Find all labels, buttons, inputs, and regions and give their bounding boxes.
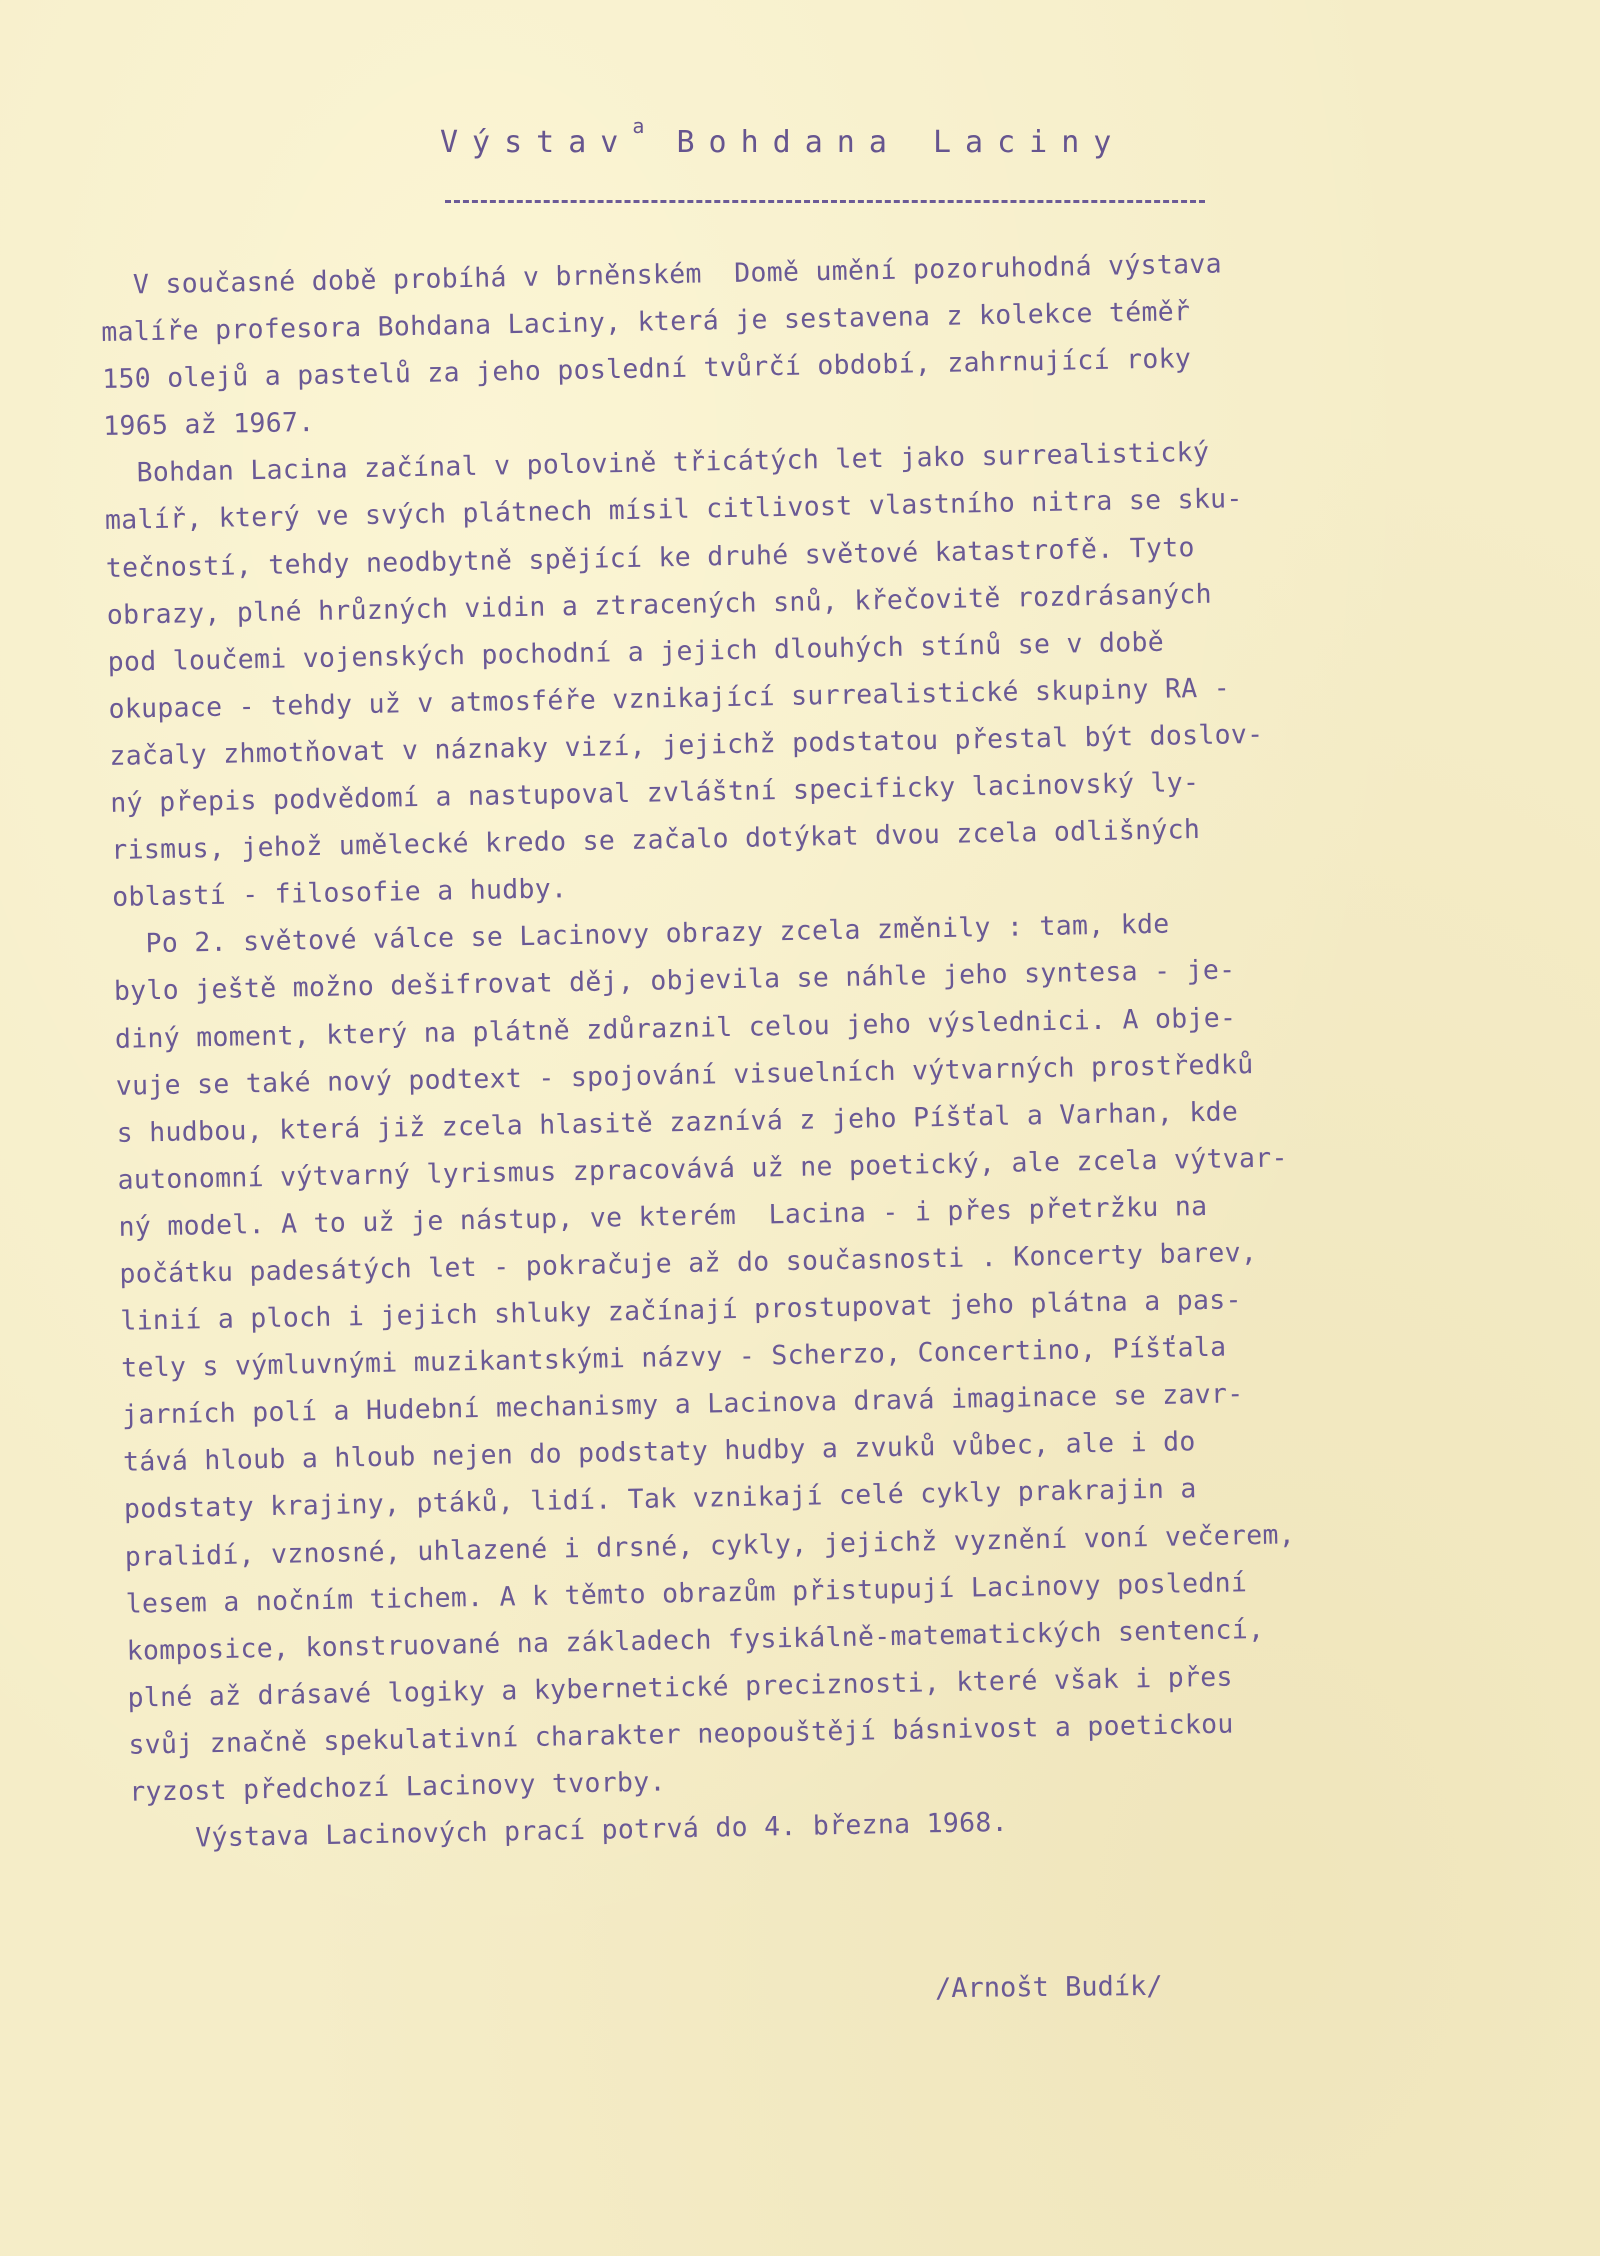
text-line: tečností, tehdy neodbytně spějící ke druhé světové katastrofě. Tyto	[105, 531, 1196, 584]
text-line: jarních polí a Hudební mechanismy a Lacinova dravá imaginace se zavr-	[121, 1378, 1244, 1432]
text-line: pralidí, vznosné, uhlazené i drsné, cykly, jejichž vyznění voní večerem,	[124, 1518, 1296, 1573]
text-line: Po 2. světové válce se Lacinovy obrazy zcela změnily : tam, kde	[112, 908, 1170, 961]
text-line: 150 olejů a pastelů za jeho poslední tvůrčí období, zahrnující roky	[101, 343, 1192, 396]
text-line: začaly zhmotňovat v náznaky vizí, jejichž podstatou přestal být doslov-	[109, 718, 1264, 772]
text-line: oblastí - filosofie a hudby.	[111, 873, 568, 914]
title-superscript: a	[632, 114, 645, 138]
text-line: linií a ploch i jejich shluky začínají prostupovat jeho plátna a pas-	[120, 1284, 1242, 1337]
text-line: Bohdan Lacina začínal v polovině třicátých let jako surrealistický	[103, 437, 1210, 490]
text-line: V současné době probíhá v brněnském Domě umění pozoruhodná výstava	[100, 248, 1223, 301]
text-line: s hudbou, která již zcela hlasitě zaznívá z jeho Píšťal a Varhan, kde	[116, 1095, 1239, 1149]
text-line: tává hloub a hloub nejen do podstaty hudby a zvuků vůbec, ale i do	[122, 1426, 1196, 1479]
text-line: ný model. A to už je nástup, ve kterém Lacina - i přes přetržku na	[118, 1190, 1208, 1243]
text-line: ný přepis podvědomí a nastupoval zvláštní specificky lacinovský ly-	[110, 767, 1200, 819]
text-line: vuje se také nový podtext - spojování visuelních výtvarných prostředků	[115, 1048, 1254, 1102]
document-title	[440, 114, 1126, 160]
text-line: rismus, jehož umělecké kredo se začalo dotýkat dvou zcela odlišných	[111, 814, 1201, 867]
text-line: plné až drásavé logiky a kybernetické preciznosti, které však i přes	[127, 1661, 1233, 1714]
text-line: autonomní výtvarný lyrismus zpracovává už ne poetický, ale zcela výtvar-	[117, 1142, 1289, 1196]
text-line: Výstava Lacinových prací potrvá do 4. března 1968.	[129, 1806, 1009, 1855]
text-line: ryzost předchozí Lacinovy tvorby.	[129, 1766, 666, 1808]
text-line: pod loučemi vojenských pochodní a jejich dlouhých stínů se v době	[107, 626, 1165, 678]
title-word: Výstav	[440, 125, 633, 160]
text-line: diný moment, který na plátně zdůraznil celou jeho výslednici. A obje-	[114, 1001, 1237, 1055]
text-line: 1965 až 1967.	[102, 407, 315, 443]
text-line: okupace - tehdy už v atmosféře vznikající surrealistické skupiny RA -	[108, 672, 1231, 725]
text-line: bylo ještě možno dešifrovat děj, objevila se náhle jeho syntesa - je-	[113, 954, 1236, 1008]
text-line: komposice, konstruované na základech fysikálně-matematických sentencí,	[126, 1613, 1265, 1667]
text-line: obrazy, plné hrůzných vidin a ztracených snů, křečovitě rozdrásaných	[106, 578, 1213, 631]
body-text	[100, 235, 1550, 1863]
text-line: počátku padesátých let - pokračuje až do současnosti . Koncerty barev,	[119, 1236, 1258, 1290]
text-line: tely s výmluvnými muzikantskými názvy - Scherzo, Concertino, Píšťala	[120, 1331, 1227, 1384]
title-underline	[445, 200, 1205, 203]
text-line: svůj značně spekulativní charakter neopouštějí básnivost a poetickou	[128, 1708, 1234, 1761]
text-line: malíř, který ve svých plátnech mísil citlivost vlastního nitra se sku-	[104, 483, 1243, 537]
title-name: Bohdana Laciny	[644, 125, 1126, 160]
signature: /Arnošt Budík/	[934, 1970, 1163, 2005]
text-line: podstaty krajiny, ptáků, lidí. Tak vznikají celé cykly prakrajin a	[123, 1473, 1197, 1526]
text-line: malíře profesora Bohdana Laciny, která je sestavena z kolekce téměř	[101, 296, 1191, 349]
text-line: lesem a nočním tichem. A k těmto obrazům přistupují Lacinovy poslední	[125, 1566, 1248, 1620]
